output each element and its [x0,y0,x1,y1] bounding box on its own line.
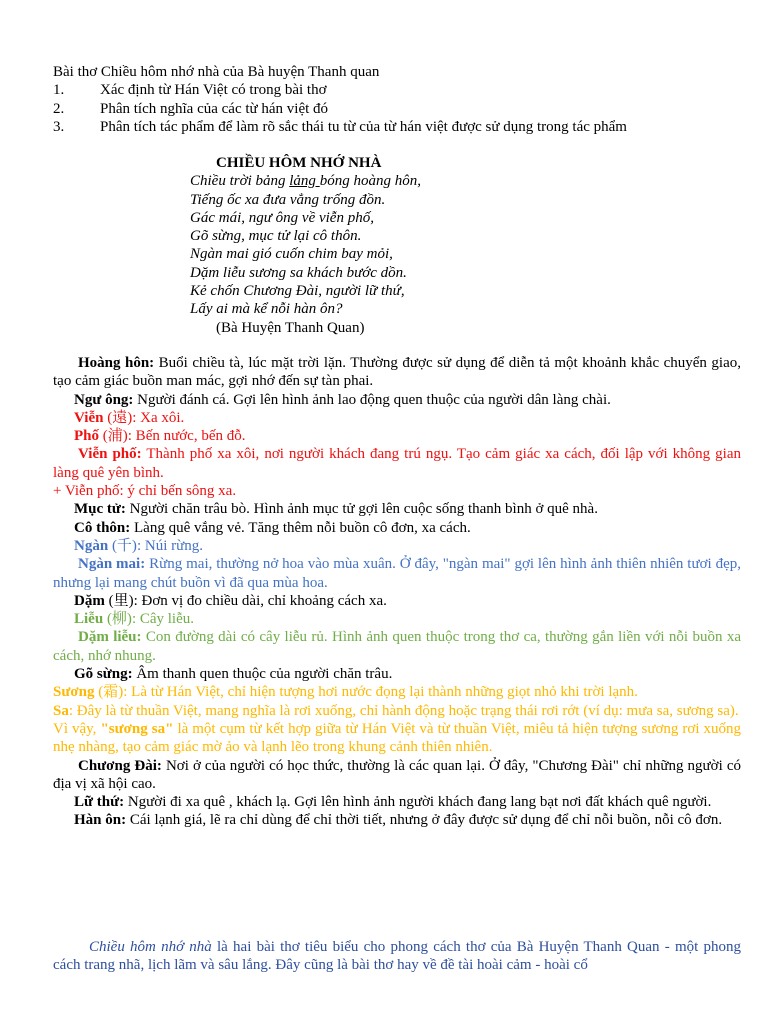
note-sa: Sa: Đây là từ thuần Việt, mang nghĩa là rơi xuống, chỉ hành động hoặc trạng thái rơi rớt (ví dụ: mưa sa, sương sa). [53,702,739,719]
poem-line-8: Lấy ai mà kể nỗi hàn ôn? [190,301,343,318]
note-dam-lieu: Dặm liễu: Con đường dài có cây liễu rủ. Hình ảnh quen thuộc trong thơ ca, thường gắn liền với nỗi buồn xa cách, nhớ nhung. [53,629,741,664]
vocabulary-notes [53,354,741,830]
question-3: 3. Phân tích tác phẩm để làm rõ sắc thái tu từ của từ hán việt được sử dụng trong tác phẩm [53,118,627,135]
closing-paragraph: Chiều hôm nhớ nhà là hai bài thơ tiêu biểu cho phong cách thơ của Bà Huyện Thanh Quan - một phong cách trang nhã, lịch lãm và sâu lắng. Đây cũng là bài thơ hay về đề tài hoài cảm - hoài cổ [53,939,741,974]
note-pho: Phố (浦): Bến nước, bến đỗ. [74,428,246,445]
note-han-on: Hàn ôn: Cái lạnh giá, lẽ ra chỉ dùng để chỉ thời tiết, nhưng ở đây được sử dụng để chỉ nỗi buồn, nỗi cô đơn. [74,812,723,829]
poem-line-6: Dặm liễu sương sa khách bước dồn. [190,264,407,281]
note-go-sung: Gõ sừng: Âm thanh quen thuộc của người chăn trâu. [74,666,393,683]
poem-line-1: Chiều trời bảng lảng bóng hoàng hôn, [190,173,421,190]
poem-line-5: Ngàn mai gió cuốn chim bay mỏi, [190,246,393,263]
note-vien-pho-extra: + Viễn phố: ý chỉ bến sông xa. [53,483,237,500]
poem-line-2: Tiếng ốc xa đưa vẳng trống đồn. [190,191,386,208]
note-co-thon: Cô thôn: Làng quê vắng vẻ. Tăng thêm nỗi buồn cô đơn, xa cách. [74,519,471,536]
note-chuong-dai: Chương Đài: Nơi ở của người có học thức, thường là các quan lại. Ở đây, "Chương Đài" chỉ những người có địa vị xã hội cao. [53,757,742,792]
note-vien: Viễn (遠): Xa xôi. [74,409,185,426]
intro-title: Bài thơ Chiều hôm nhớ nhà của Bà huyện Thanh quan [53,64,380,80]
question-2: 2. Phân tích nghĩa của các từ hán việt đó [53,100,329,117]
note-ngu-ong: Ngư ông: Người đánh cá. Gợi lên hình ảnh lao động quen thuộc của người dân làng chài. [74,391,611,408]
note-lieu: Liễu (柳): Cây liễu. [74,611,195,628]
note-suong-sa: Vì vậy, "sương sa" là một cụm từ kết hợp giữa từ Hán Việt và từ thuần Việt, miêu tả hiện tượng sương rơi xuống nhẹ nhàng, tạo cảm giác mờ ảo và lạnh lẽo trong khung cảnh thiên nhiên. [53,720,741,756]
note-muc-tu: Mục tử: Người chăn trâu bò. Hình ảnh mục tử gợi lên cuộc sống thanh bình ở quê nhà. [74,501,598,518]
intro-section [53,63,753,136]
poem-block [190,154,590,337]
poem-line-3: Gác mái, ngư ông về viễn phố, [190,209,374,226]
poem-line-4: Gõ sừng, mục tử lại cô thôn. [190,228,362,245]
note-ngan-mai: Ngàn mai: Rừng mai, thường nở hoa vào mùa xuân. Ở đây, "ngàn mai" gợi lên hình ảnh thiên nhiên tươi đẹp, nhưng lại mang chút buồn vì đã qua mùa hoa. [53,556,741,591]
poem-title: CHIỀU HÔM NHỚ NHÀ [216,155,382,171]
poem-line-7: Kẻ chốn Chương Đài, người lữ thứ, [190,283,405,300]
note-suong: Sương (霜): Là từ Hán Việt, chỉ hiện tượng hơi nước đọng lại thành những giọt nhỏ khi trời lạnh. [53,684,638,701]
question-1: 1. Xác định từ Hán Việt có trong bài thơ [53,82,327,99]
note-vien-pho: Viễn phố: Thành phố xa xôi, nơi người khách đang trú ngụ. Tạo cảm giác xa cách, đối lập với không gian làng quê yên bình. [53,446,742,481]
note-dam: Dặm (里): Đơn vị đo chiều dài, chỉ khoảng cách xa. [74,592,387,609]
poem-author: (Bà Huyện Thanh Quan) [216,319,365,336]
note-lu-thu: Lữ thứ: Người đi xa quê , khách lạ. Gợi lên hình ảnh người khách đang lang bạt nơi đất khách quê người. [74,794,712,811]
note-hoang-hon: Hoàng hôn: Buổi chiều tà, lúc mặt trời lặn. Thường được sử dụng để diễn tả một khoảnh khắc chuyển giao, tạo cảm giác buồn man mác, gợi nhớ đến sự tàn phai. [53,355,741,390]
note-ngan: Ngàn (千): Núi rừng. [74,537,203,554]
